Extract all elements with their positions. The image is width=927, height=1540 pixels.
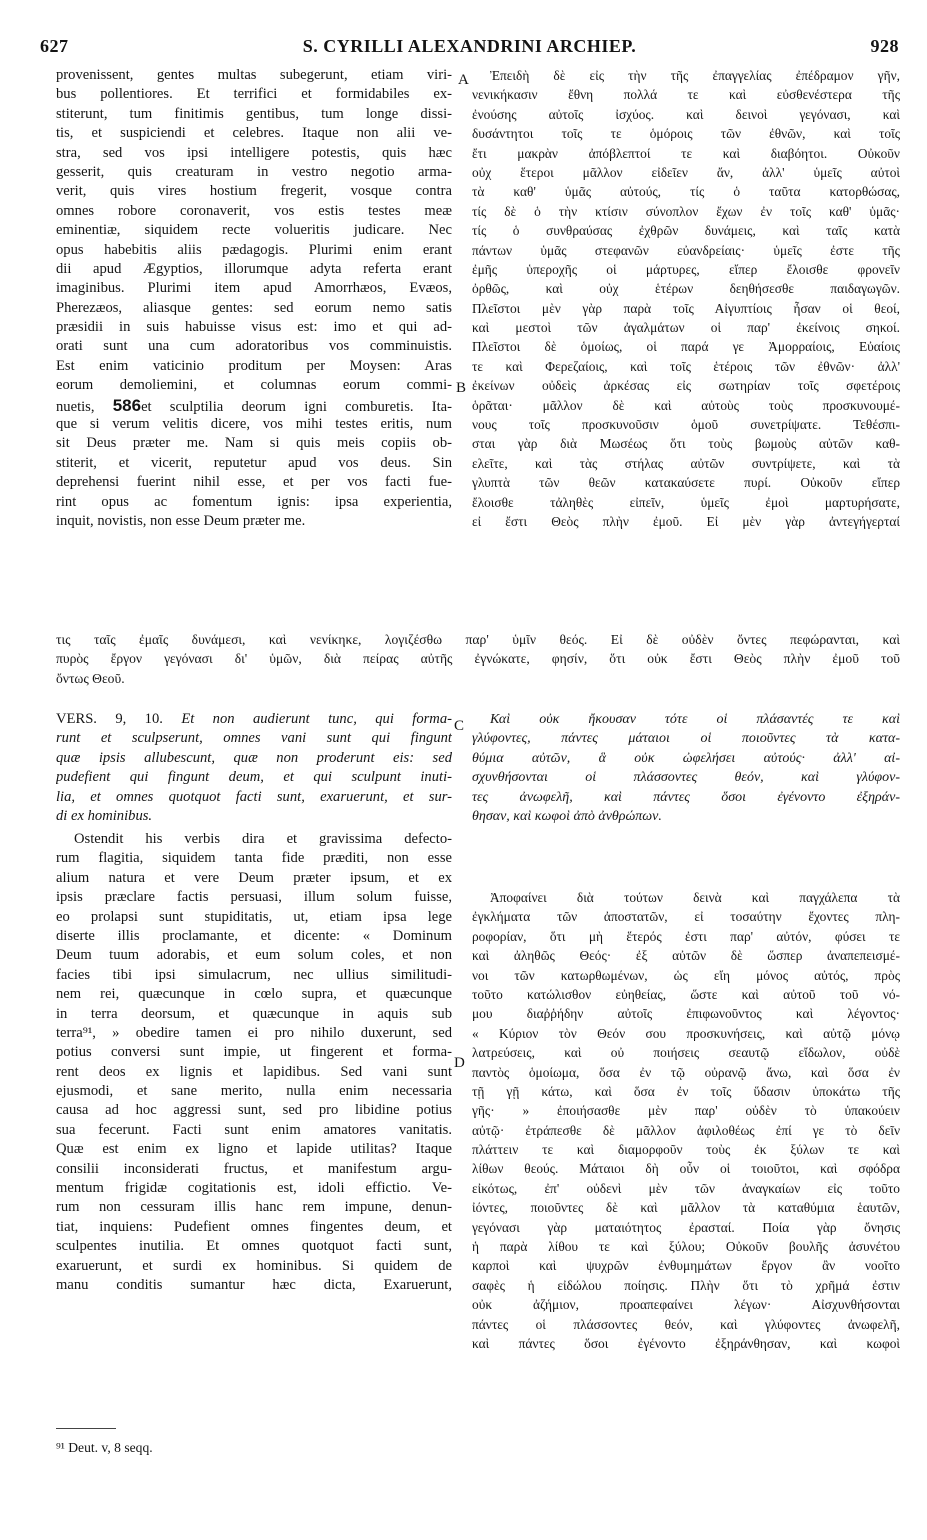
text-line: nem rei, quæcunque in cœlo supra, et quæcunque bbox=[56, 986, 452, 1003]
text-line: νενικήκασιν ἔθνη πολλά τε καὶ εὐσθενέστερα τῆς bbox=[472, 87, 900, 103]
text-line: in terra deorsum, et quæcunque in aquis sub bbox=[56, 1005, 452, 1022]
text-line: γλυπτὰ τῶν θεῶν κατακαύσετε πυρί. Οὐκοῦν εἴπερ bbox=[472, 475, 900, 491]
text-line: ὀρθῶς, καὶ οὐχ ἑτέρων δεηθήσεσθε παιδαγωγῶν. bbox=[472, 281, 900, 297]
text-line: ἡ παρὰ λίθου τε καὶ ξύλου; Οὐκοῦν βουλῆς ἀσυνέτου bbox=[472, 1239, 900, 1255]
text-line: τε καὶ Φερεζαίοις, καὶ τοῖς ἑτέροις τῶν ἐθνῶν· ἀλλ' bbox=[472, 358, 900, 374]
text-line: Ἐπειδὴ δὲ εἰς τὴν τῆς ἐπαγγελίας ἐπέδραμον γῆν, bbox=[490, 68, 900, 83]
text-line: ἰόντες, ποιοῦντες δὲ καὶ μᾶλλον τὰ καταθύμια ἑαυτῶν, bbox=[472, 1200, 900, 1216]
footnote: ⁹¹ Deut. v, 8 seqq. bbox=[56, 1440, 153, 1455]
text-line: exaruerunt, et surdi ex hominibus. Si quidem de bbox=[56, 1257, 452, 1274]
column-marker-d: D bbox=[454, 1055, 465, 1071]
text-line: γῆς· » ἐποιήσασθε μὲν παρ' οὐδὲν τὸ ὑπακούειν bbox=[472, 1103, 900, 1119]
running-header bbox=[40, 36, 899, 60]
text-line: Pherezæos, aliasque gentes: sed eorum nemo satis bbox=[56, 299, 452, 316]
running-title: S. CYRILLI ALEXANDRINI ARCHIEP. bbox=[302, 36, 637, 56]
text-line: opus habebitis aliis pædagogis. Plurimi enim erant bbox=[56, 241, 452, 258]
text-line: ἐκείνων οὐδεὶς ἀρκέσας εἰς σωτηρίαν τοῖς σφετέροις bbox=[472, 378, 900, 394]
text-line: γεγόνασι γὰρ ματαιότητος ἐρασταί. Ποία γὰρ ὄνησις bbox=[472, 1219, 900, 1235]
text-line: σχυνθήσονται οἱ πλάσσοντες θεόν, καὶ γλύφον- bbox=[472, 770, 900, 786]
text-line: ἐμῆς ὑπεροχῆς οἱ μάρτυρες, εἴπερ ἔλοισθε φρονεῖν bbox=[472, 261, 900, 277]
text-line: ροφορίαν, ὅτι μὴ ἕτερός ἐστι παρ' αὐτόν, φύσει τε bbox=[472, 928, 900, 944]
text-line: πλάττειν τε καὶ διαμορφοῦν τοὺς ἐκ ξύλων τε καὶ bbox=[472, 1142, 900, 1158]
column-marker-c: C bbox=[454, 718, 465, 734]
greek-column-top bbox=[472, 66, 900, 531]
text-line: imaginibus. Plurimi item apud Amorrhæos, Evæos, bbox=[56, 280, 452, 297]
text-line: εἰκότως, ἐπ' οὐδενὶ μὲν τῶν ἀναγκαίων εἰς τοῦτο bbox=[472, 1180, 900, 1196]
text-line: rent deos ex lignis et lapidibus. Sed vani sunt bbox=[56, 1063, 452, 1080]
text-line: consilii inconsiderati fructus, et manifestum argu- bbox=[56, 1160, 452, 1177]
text-line: τίς ὁ συνθραύσας ἐχθρῶν δυνάμεις, καὶ ταῖς κατὰ bbox=[472, 223, 900, 239]
page-number-right: 928 bbox=[870, 36, 899, 56]
text-line: stra, sed vos ipsi intelligere potestis, quis hæc bbox=[56, 144, 452, 161]
text-line: οὐκ ἀζήμιον, προαπεφαίνει λέγων· Αἰσχυνθήσονται bbox=[472, 1297, 900, 1313]
text-line: ἐγκλήματα τῶν ἀποστατῶν, εἰ τοσαύτην ἔχοντες πλη- bbox=[472, 909, 900, 925]
text-line: δυσάντητοι τοῖς τε ὁμόροις τῶν ἐθνῶν, καὶ τοῖς bbox=[472, 126, 900, 142]
page-number-left: 627 bbox=[40, 36, 69, 56]
text-line: σται γὰρ διὰ Μωσέως ὅτι τοὺς βωμοὺς αὐτῶν καθ- bbox=[472, 436, 900, 452]
latin-column-bottom bbox=[56, 830, 452, 1295]
text-line: sit Deus præter me. Nam si quis meis copiis ob- bbox=[56, 435, 452, 452]
verse-line: quæ ipsis allubescunt, quæ non proderunt eis: sed bbox=[56, 749, 452, 766]
text-line: καὶ πάντες ὅσοι ἐγένοντο ἐξηράνθησαν, καὶ κωφοὶ bbox=[472, 1335, 900, 1351]
text-line: præsidii in suis habuisse visus est: imo et qui ad- bbox=[56, 319, 452, 336]
text-line: θύμια αὐτῶν, ἃ οὐκ ὠφελήσει αὐτούς· ἀλλ' αἰ- bbox=[472, 750, 900, 766]
text-line: Est enim vaticinio proditum per Moysen: Aras bbox=[56, 357, 452, 374]
text-line: ipsis præclare factis persuasi, illum solum fuisse, bbox=[56, 889, 452, 906]
text-line: οὐχ ἕτεροι μᾶλλον εἰδεῖεν ἄν, ἀλλ' ὑμεῖς αὐτοὶ bbox=[472, 164, 900, 180]
text-line: πάντες οἱ πλάσσοντες θεόν, καὶ γλύφοντες ἀνωφελῆ, bbox=[472, 1316, 900, 1332]
text-line: Ostendit his verbis dira et gravissima defecto- bbox=[74, 831, 452, 847]
text-line: « Κύριον τὸν Θεόν σου προσκυνήσεις, καὶ αὐτῷ μόνῳ bbox=[472, 1025, 900, 1041]
text-line: verit, quis vires hostium fregerit, vosque contra bbox=[56, 183, 452, 200]
text-line: καρποὶ καὶ ψυχρῶν ἐνθυμημάτων ἔργον ἂν νοοῖτο bbox=[472, 1258, 900, 1274]
text-line: καὶ ἀληθῶς Θεός· ἐξ αὐτῶν δὲ ὥσπερ ἀναπεπεισμέ- bbox=[472, 948, 900, 964]
text-fragment: nuetis, bbox=[56, 398, 95, 415]
text-line: terra⁹¹, » obedire tamen ei pro nihilo duxerunt, sed bbox=[56, 1024, 452, 1041]
text-line: αὐτῷ· ἐτράπεσθε δὲ μᾶλλον ἀφιλοθέως ἐπί γε τὸ δεῖν bbox=[472, 1122, 900, 1138]
text-line: Ἀποφαίνει διὰ τούτων δεινὰ καὶ παγχάλεπα τὰ bbox=[490, 890, 900, 905]
greek-full-width bbox=[56, 630, 900, 688]
latin-column-top bbox=[56, 66, 452, 531]
verse-line: runt et sculpserunt, omnes vani sunt qui fingunt bbox=[56, 730, 452, 747]
text-line: τῇ γῇ κάτω, καὶ ὅσα ἐν τοῖς ὕδασιν ὑποκάτω τῆς bbox=[472, 1083, 900, 1099]
text-line: Καὶ οὐκ ἤκουσαν τότε οἱ πλάσαντές τε καὶ bbox=[490, 712, 900, 727]
text-line: gesserit, quis creaturam in vestro negotio arma- bbox=[56, 163, 452, 180]
text-line: ἐνούσης αὐτοῖς ἰσχύος. καὶ δεινοὶ γεγόνασι, καὶ bbox=[472, 106, 900, 122]
text-line: Quæ est enim ex ligno et lapide utilitas? Itaque bbox=[56, 1141, 452, 1158]
text-line: ὄντως Θεοῦ. bbox=[56, 670, 125, 686]
text-line: παντὸς ὁμοίωμα, ὅσα ἐν τῷ οὐρανῷ ἄνω, καὶ ὅσα ἐν bbox=[472, 1064, 900, 1080]
text-line: σαφὲς ἡ εἰδώλου ποίησις. Πλὴν ὅτι τὸ χρῆμά ἐστιν bbox=[472, 1277, 900, 1293]
text-line: bus pollentiores. Et terrifici et formidabiles ex- bbox=[56, 86, 452, 103]
text-line: Πλεῖστοι δὲ ὁμοίως, οἱ παρά γε Ἀμορραίοις, Εὐαίοις bbox=[472, 339, 900, 355]
text-line: τοῦτο κατώλισθον εὐηθείας, ὥστε καὶ αὐτοῦ τοῦ νό- bbox=[472, 986, 900, 1002]
text-line: εἰ ἔστι Θεὸς πλὴν ἐμοῦ. Εἰ μὲν γὰρ ἀντεγήγερταί bbox=[472, 513, 900, 529]
text-line-with-column-number bbox=[56, 396, 452, 415]
text-line: potius conversi sunt impie, ut fingerent et forma- bbox=[56, 1044, 452, 1061]
text-line: que si verum velitis dicere, vos mihi testes eritis, num bbox=[56, 416, 452, 433]
text-line: ἔλοισθε τἀληθὲς εἰπεῖν, ὑμεῖς ἐμοὶ μαρτυρήσατε, bbox=[472, 494, 900, 510]
text-line: ejusmodi, et sane merito, nulla enim necessaria bbox=[56, 1083, 452, 1100]
text-line: deprehensi fuerint nihil esse, et per vos facti fue- bbox=[56, 474, 452, 491]
text-line: stiterunt, tum finitimis gentibus, tum longe dissi- bbox=[56, 105, 452, 122]
text-line: γλύφοντες, πάντες μάταιοι οἱ ποιοῦντες τὰ κατα- bbox=[472, 731, 900, 747]
text-line: ελεῖτε, καὶ τὰς στήλας αὐτῶν συντρίψετε, καὶ τὰ bbox=[472, 455, 900, 471]
text-line: πάντων ὑμᾶς στεφανῶν εὐανδρείαις· ὑμεῖς ἐστε τῆς bbox=[472, 242, 900, 258]
verse-line: pudefient qui fingunt deum, et qui sculpunt inuti- bbox=[56, 769, 452, 786]
text-line: causa ad hoc aggressi sunt, sed pro libidine potius bbox=[56, 1102, 452, 1119]
latin-verse-block bbox=[56, 710, 452, 826]
footnote-rule bbox=[56, 1428, 116, 1429]
text-line: θησαν, καὶ κωφοὶ ἀπὸ ἀνθρώπων. bbox=[472, 808, 662, 824]
text-line: inquit, novistis, non esse Deum præter me. bbox=[56, 512, 306, 529]
greek-column-bottom bbox=[472, 888, 900, 1353]
text-line: mentum frigidæ cogitationis est, idoli effictio. Ve- bbox=[56, 1180, 452, 1197]
verse-label: VERS. 9, 10. bbox=[56, 711, 163, 727]
text-line: rum flagitia, siquidem tanta fide præditi, non esse bbox=[56, 850, 452, 867]
verse-line: lia, et omnes quotquot facti sunt, exaruerunt, et sur- bbox=[56, 788, 452, 805]
text-line: sculpentes inutilia. Et omnes quotquot facti sunt, bbox=[56, 1238, 452, 1255]
column-marker-a: A bbox=[458, 72, 469, 88]
text-line: καὶ μεστοὶ τῶν ἀγαλμάτων οἱ παρ' ἐκείνοις σηκοί. bbox=[472, 320, 900, 336]
verse-line: VERS. 9, 10. Et non audierunt tunc, qui forma- bbox=[56, 711, 452, 727]
text-line: μου διαῤῥήδην αὐτοῖς ἐπιφωνοῦντος καὶ λέγοντος· bbox=[472, 1006, 900, 1022]
text-line: rum non cessuram illis hanc rem impune, denun- bbox=[56, 1199, 452, 1216]
text-line: eo prolapsi sunt stupiditatis, ut, etiam ipsa lege bbox=[56, 908, 452, 925]
greek-verse-block bbox=[472, 710, 900, 826]
text-line: πυρὸς ἔργον γεγόνασι δι' ὑμῶν, διὰ πείρας αὐτῆς ἐγνώκατε, φησίν, ὅτι οὐκ ἔστι Θεὸς πλὴν ἐμοῦ τοῦ bbox=[56, 651, 900, 667]
text-line: Deum tuum adorabis, et eum solum coles, et non bbox=[56, 947, 452, 964]
text-line: dii apud Ægyptios, illorumque adyta referta erant bbox=[56, 260, 452, 277]
text-line: sua fecerunt. Facti sunt enim amatores vanitatis. bbox=[56, 1121, 452, 1138]
text-line: omnes robore coronaverit, vos estis testes meæ bbox=[56, 202, 452, 219]
text-line: tis, et suspiciendi et celebres. Itaque non alii ve- bbox=[56, 125, 452, 142]
text-line: ὁρᾶται· μᾶλλον δὲ καὶ αὐτοὺς τοὺς προσκυνουμέ- bbox=[472, 397, 900, 413]
column-number: 586 bbox=[112, 395, 142, 415]
text-line: τες ἀνωφελῆ, καὶ πάντες ὅσοι ἐγένοντο ἐξηράν- bbox=[472, 789, 900, 805]
text-line: τίς δὲ ὁ τὴν κτίσιν σύνοπλον ἔχων ἐν τοῖς καθ' ὑμᾶς· bbox=[472, 203, 900, 219]
text-line: tiat, inquiens: Pudefient omnes fingentes deum, et bbox=[56, 1218, 452, 1235]
text-line: rint opus ac fomentum ignis: ipsa experientia, bbox=[56, 493, 452, 510]
text-line: stiterit, et vicerit, reputetur apud vos deus. Sin bbox=[56, 454, 452, 471]
text-line: τις ταῖς ἐμαῖς δυνάμεσι, καὶ νενίκηκε, λογιζέσθω παρ' ὑμῖν θεός. Εἰ δὲ οὐδὲν ὄντες πεφώρανται, καὶ bbox=[56, 632, 900, 647]
text-line: νους τοῖς προσκυνοῦσιν ὁμοῦ συνετρίψατε. Τεθέσπι- bbox=[472, 417, 900, 433]
text-line: orati sunt una cum adoratoribus vos comminuistis. bbox=[56, 338, 452, 355]
text-line: alium natura et vere Deum præter ipsum, et ex bbox=[56, 869, 452, 886]
text-line: λίθων θεούς. Μάταιοι δὴ οὖν οἱ τοιοῦτοι, καὶ σφόδρα bbox=[472, 1161, 900, 1177]
text-line: diserte illis proclamante, et dicente: « Dominum bbox=[56, 927, 452, 944]
text-line: λατρεύσεις, καὶ οὐ ποιήσεις σεαυτῷ εἴδωλον, οὐδὲ bbox=[472, 1045, 900, 1061]
text-line: facies tibi ipsi simulacrum, nec ullius similitudi- bbox=[56, 966, 452, 983]
text-line: τὰ καθ' ὑμᾶς αὐτούς, τίς ὁ ταῦτα κατορθώσας, bbox=[472, 184, 900, 200]
verse-line: di ex hominibus. bbox=[56, 807, 153, 824]
column-marker-b: B bbox=[456, 380, 467, 396]
text-line: νοι τῶν κατωρθωμένων, ὡς εἴη μόνος αὐτός, πρὸς bbox=[472, 967, 900, 983]
text-line: eorum demoliemini, et columnas eorum commi- bbox=[56, 377, 452, 394]
text-line: ἔτι μακρὰν ἀπόβλεπτοί τε καὶ διαβόητοι. Οὐκοῦν bbox=[472, 145, 900, 161]
text-line: Πλεῖστοι μὲν γὰρ παρὰ τοῖς Αἰγυπτίοις ἦσαν οἱ θεοί, bbox=[472, 300, 900, 316]
text-line: provenissent, gentes multas subegerunt, etiam viri- bbox=[56, 67, 452, 83]
text-fragment: et sculptilia deorum igni comburetis. Ita- bbox=[141, 398, 452, 415]
text-line: manu conditis sumantur hæc dicta, Exaruerunt, bbox=[56, 1276, 452, 1293]
text-line: eminentiæ, siquidem recte volueritis judicare. Nec bbox=[56, 222, 452, 239]
